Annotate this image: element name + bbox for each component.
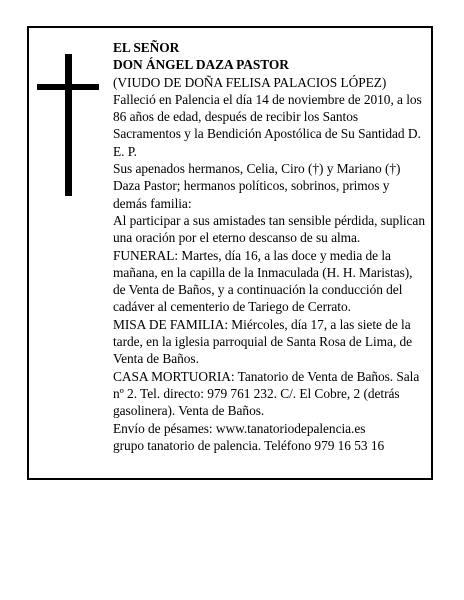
widower-note: (VIUDO DE DOÑA FELISA PALACIOS LÓPEZ) [113, 74, 387, 90]
obituary-text [113, 39, 425, 454]
prayer-request: Al participar a sus amistades tan sensible pérdida, suplican una oración por el eterno descanso de su alma. [113, 212, 425, 246]
family-mass-info: MISA DE FAMILIA: Miércoles, día 17, a las siete de la tarde, en la iglesia parroquial de Santa Rosa de Lima, de Venta de Baños. [113, 316, 413, 367]
cross-icon [37, 54, 99, 196]
funeral-info: FUNERAL: Martes, día 16, a las doce y media de la mañana, en la capilla de la Inmaculada (H. H. Maristas), de Venta de Baños, y a continuación la conducción del cadáver al cementerio de Tariego de Cerrato. [113, 247, 413, 315]
cross-horizontal-bar [37, 84, 99, 90]
deceased-name: DON ÁNGEL DAZA PASTOR [113, 57, 289, 73]
death-notice: Falleció en Palencia el día 14 de noviembre de 2010, a los 86 años de edad, después de recibir los Santos Sacramentos y la Bendición Apostólica de Su Santidad D. E. P. [113, 91, 422, 159]
family-list: Sus apenados hermanos, Celia, Ciro (†) y Mariano (†) Daza Pastor; hermanos políticos, sobrinos, primos y demás familia: [113, 161, 401, 211]
condolences-info: Envío de pésames: www.tanatoriodepalencia.es [113, 420, 366, 436]
funeral-home-info: CASA MORTUORIA: Tanatorio de Venta de Baños. Sala nº 2. Tel. directo: 979 761 232. C/. El Cobre, 2 (detrás gasolinera). Venta de Baños. [113, 368, 420, 419]
group-contact: grupo tanatorio de palencia. Teléfono 979 16 53 16 [113, 437, 385, 453]
heading-title: EL SEÑOR [113, 40, 180, 55]
cross-vertical-bar [65, 54, 72, 196]
